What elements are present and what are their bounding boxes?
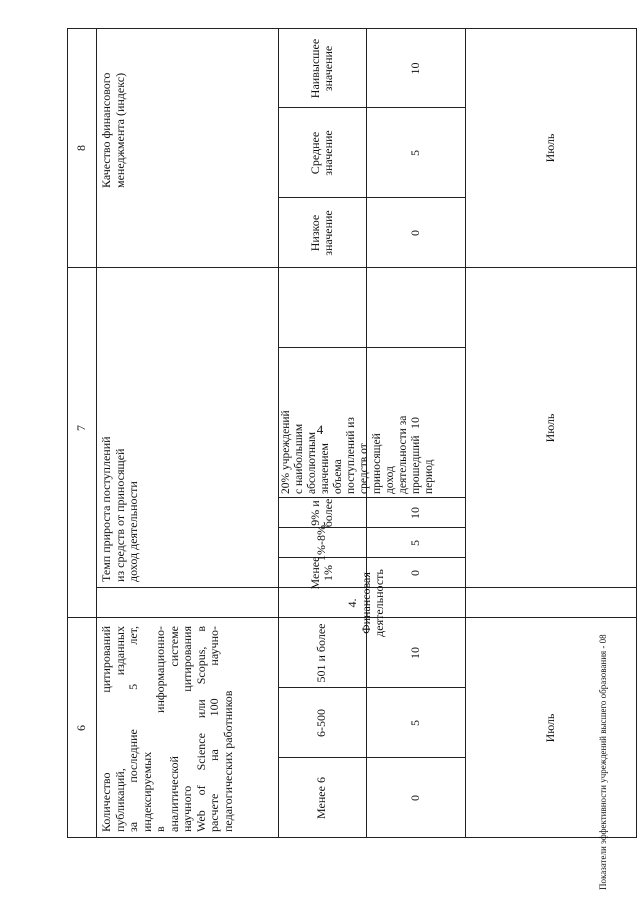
row-7-range-3: 20% учреждений с наибольшим абсолютным значением объема поступлений из средств от приносящей доход деятельности за прошедший период	[280, 410, 435, 494]
table-border-bottom	[636, 28, 637, 838]
row-8-indicator: Качество финансового менеджмента (индекс)	[99, 72, 127, 188]
section-title: 4. Финансовая деятельность	[345, 569, 387, 637]
row-6-indicator: Количество цитирований публикаций, изданных за последние 5 лет, индексируемых в информационно- аналитической системе научного цитирования Web of Science или Scopus, в расчете на 100 научно- педагогических работников	[99, 626, 235, 832]
page-number: 4	[316, 422, 324, 437]
row-6-points-0: 0	[407, 795, 422, 801]
row-8-points-1: 5	[407, 150, 422, 156]
row-8-deadline: Июль	[542, 133, 557, 163]
row-8-range-0: Низкое значение	[307, 210, 335, 256]
row-6-range-1: 6-500	[314, 709, 329, 737]
row-7-points-0: 0	[407, 570, 422, 576]
row-7-points-3: 10	[407, 417, 422, 429]
row-7-range-0: Менее 1%	[307, 556, 335, 590]
row-7-deadline: Июль	[542, 413, 557, 443]
row-7-indicator: Темп прироста поступлений из средств от приносящей доход деятельности	[99, 436, 140, 582]
row-7-points-2: 10	[407, 507, 422, 519]
page-footer: Показатели эффективности учреждений высшего образования - 08	[598, 634, 608, 890]
rotated-table	[67, 28, 637, 838]
row-7-range-1: 1%-8%	[314, 525, 329, 561]
col-divider-num	[96, 28, 97, 838]
row-8-number: 8	[73, 145, 88, 151]
row-6-deadline: Июль	[542, 713, 557, 743]
row-7-range-2: 9% и более	[307, 498, 335, 528]
row-8-points-2: 10	[407, 62, 422, 75]
row-6-points-2: 10	[407, 647, 422, 659]
row-6-range-0: Менее 6	[314, 777, 329, 819]
row-6-points-1: 5	[407, 720, 422, 726]
row-7-points-1: 5	[407, 540, 422, 546]
row-8-points-0: 0	[407, 230, 422, 236]
row-8-range-1: Среднее значение	[307, 130, 335, 176]
row-7-number: 7	[73, 425, 88, 431]
row-6-number: 6	[73, 725, 88, 731]
row-8-range-2: Наивысшее значение	[307, 38, 335, 99]
row-6-range-2: 501 и более	[314, 623, 329, 683]
